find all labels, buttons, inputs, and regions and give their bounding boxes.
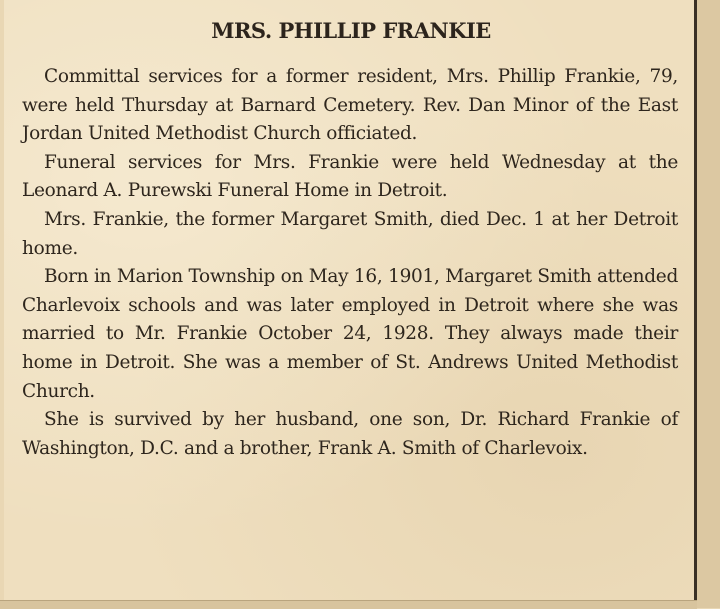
adjacent-paper-strip (697, 0, 720, 608)
paragraph-survivors: She is survived by her husband, one son, Dr. Richard Frankie of Washington, D.C. and a brother, Frank A. Smith of Charlevoix. (22, 409, 678, 459)
paragraph-biography: Born in Marion Township on May 16, 1901, Margaret Smith attended Charlevoix schools and was later employed in Detroit where she was married to Mr. Frankie October 24, 1928. They always made their home in Detroit. She was a member of St. Andrews United Methodist Church. (22, 266, 678, 402)
paragraph-funeral: Funeral services for Mrs. Frankie were held Wednesday at the Leonard A. Purewski Funeral Home in Detroit. (22, 151, 678, 202)
obituary-headline: MRS. PHILLIP FRANKIE (211, 18, 491, 43)
obituary-body (22, 63, 678, 463)
paragraph-death: Mrs. Frankie, the former Margaret Smith, died Dec. 1 at her Detroit home. (22, 208, 678, 259)
newspaper-clipping (4, 0, 694, 600)
paragraph-committal: Committal services for a former resident, Mrs. Phillip Frankie, 79, were held Thursday at Barnard Cemetery. Rev. Dan Minor of the East Jordan United Methodist Church officiated. (22, 66, 678, 145)
